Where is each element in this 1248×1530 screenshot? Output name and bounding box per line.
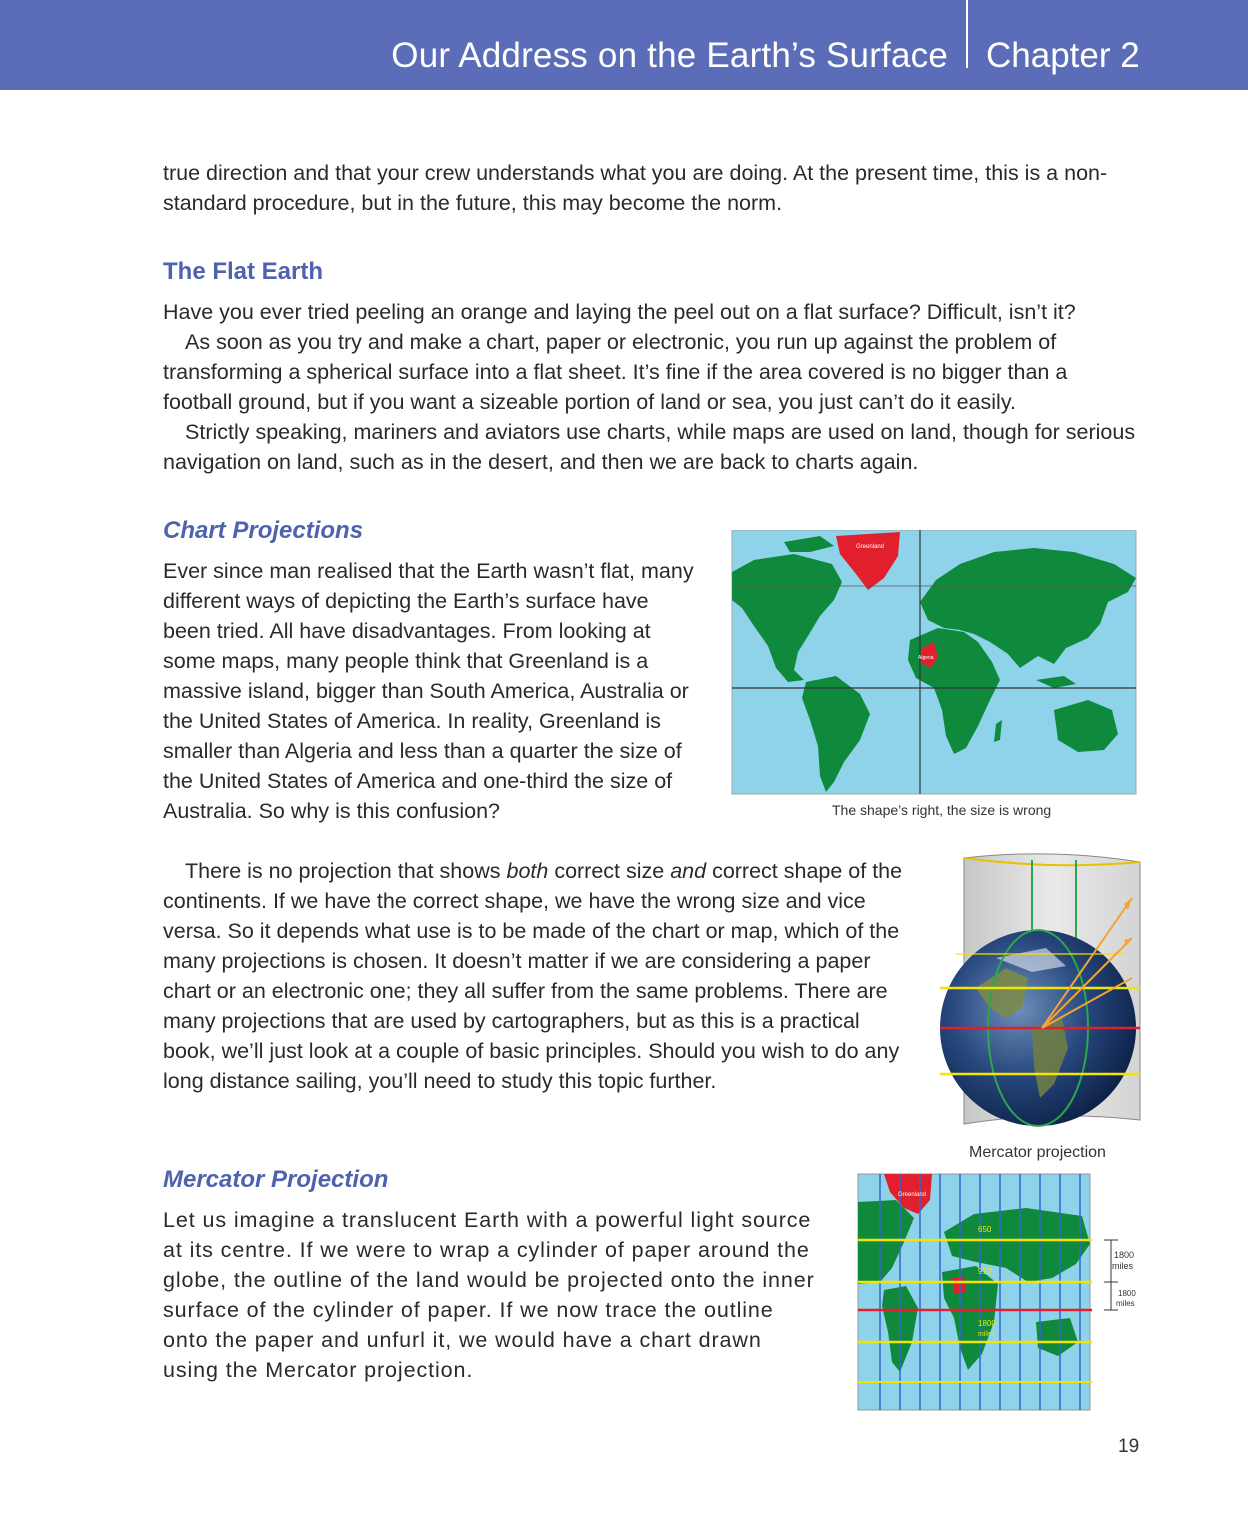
chapter-header-bar bbox=[0, 0, 1248, 90]
dimension-top-unit: miles bbox=[1112, 1261, 1134, 1271]
algeria-map-label: Algeria bbox=[918, 655, 934, 661]
flat-earth-paragraph-1: Have you ever tried peeling an orange and laying the peel out on a flat surface? Difficult, isn’t it? bbox=[163, 300, 1076, 324]
world-map-figure bbox=[724, 530, 1144, 796]
header-divider bbox=[966, 0, 968, 68]
globe-caption: Mercator projection bbox=[969, 1144, 1106, 1161]
distance-label-miles: miles bbox=[978, 1331, 995, 1338]
dimension-top-value: 1800 bbox=[1114, 1250, 1135, 1260]
greenland-chart-label: Greenland bbox=[898, 1192, 927, 1198]
dimension-bottom-value: 1800 bbox=[1118, 1289, 1136, 1298]
mercator-paragraph: Let us imagine a translucent Earth with a powerful light source at its centre. If we were to wrap a cylinder of paper around the globe, the outline of the land would be projected onto the inner surface of the cylinder of paper. If we now trace the outline onto the paper and unfurl it, we would have a chart drawn using the Mercator projection. bbox=[163, 1208, 815, 1382]
header-chapter: Chapter 2 bbox=[986, 36, 1140, 75]
distance-label-1800: 1800 bbox=[978, 1319, 996, 1328]
greenland-map-label: Greenland bbox=[856, 544, 885, 550]
section-heading-flat-earth: The Flat Earth bbox=[163, 258, 324, 285]
globe-cylinder-figure bbox=[936, 848, 1144, 1130]
mercator-chart-figure bbox=[856, 1172, 1144, 1412]
section-heading-mercator: Mercator Projection bbox=[163, 1166, 389, 1193]
chart-projections-paragraph-2: There is no projection that shows both correct size and correct shape of the continents. If we have the correct shape, we have the wrong size and vice versa. So it depends what use is to be made of the chart or map, which of the many projections is chosen. It doesn’t matter if we are considering a paper chart or an electronic one; they all suffer from the same problems. There are many projections that are used by cartographers, but as this is a practical book, we’ll just look at a couple of basic principles. Should you wish to do any long distance sailing, you’ll need to study this topic further. bbox=[163, 859, 903, 1093]
distance-label-650: 650 bbox=[978, 1225, 992, 1234]
chart-projections-paragraph-1: Ever since man realised that the Earth wasn’t flat, many different ways of depicting the Earth’s surface have been tried. All have disadvantages. From looking at some maps, many people think that Greenland is a massive island, bigger than South America, Australia or the United States of America. In reality, Greenland is smaller than Algeria and less than a quarter the size of the United States of America and one-third the size of Australia. So why is this confusion? bbox=[163, 559, 694, 823]
world-map-caption: The shape’s right, the size is wrong bbox=[832, 802, 1052, 818]
page-number: 19 bbox=[1118, 1436, 1140, 1457]
distance-label-910: 910 bbox=[978, 1267, 992, 1276]
section-heading-chart-projections: Chart Projections bbox=[163, 517, 364, 544]
dimension-bottom-unit: miles bbox=[1116, 1299, 1135, 1308]
flat-earth-paragraph-3: Strictly speaking, mariners and aviators use charts, while maps are used on land, though for serious navigation on land, such as in the desert, and then we are back to charts again. bbox=[163, 420, 1136, 474]
flat-earth-paragraph-2: As soon as you try and make a chart, paper or electronic, you run up against the problem of transforming a spherical surface into a flat sheet. It’s fine if the area covered is no bigger than a football ground, but if you want a sizeable portion of land or sea, you just can’t do it easily. bbox=[163, 330, 1068, 414]
intro-paragraph: true direction and that your crew understands what you are doing. At the present time, this is a non-standard procedure, but in the future, this may become the norm. bbox=[163, 161, 1108, 215]
header-title: Our Address on the Earth’s Surface bbox=[391, 36, 948, 75]
